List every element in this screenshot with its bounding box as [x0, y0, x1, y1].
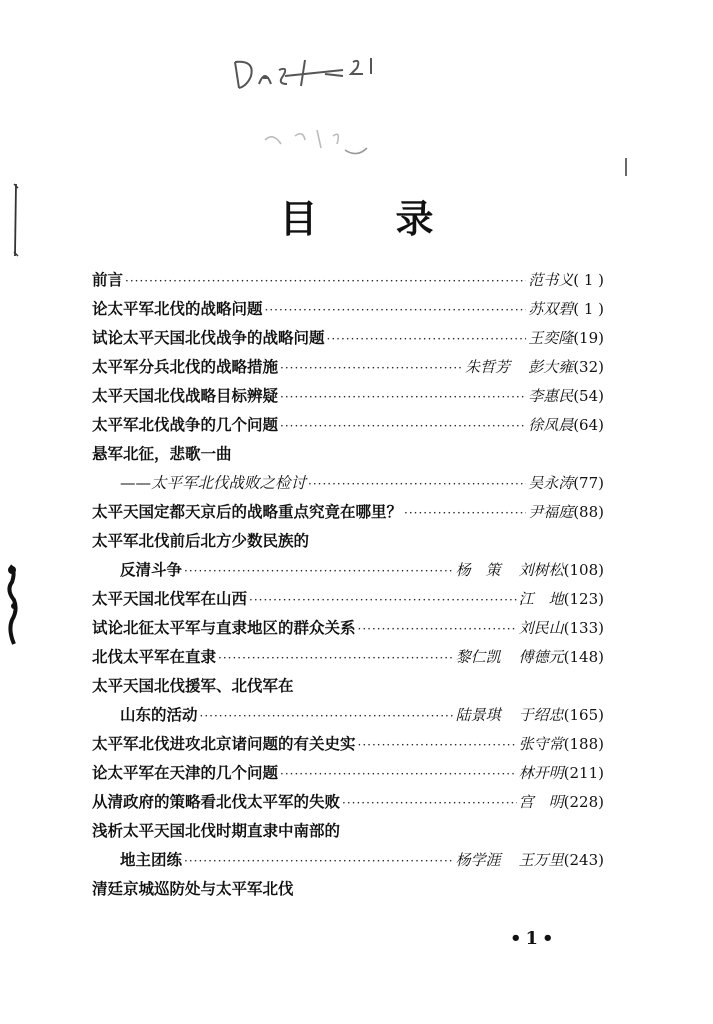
entry-author: 陆景琪	[455, 706, 501, 724]
toc-entry	[92, 384, 604, 413]
entry-author: 彭大雍	[528, 358, 574, 376]
entry-author: 张守常	[518, 735, 564, 753]
toc-entry	[92, 819, 604, 848]
toc-entry	[92, 413, 604, 442]
entry-author: 苏双碧	[528, 300, 574, 318]
entry-author: 范书义	[528, 271, 574, 289]
entry-title: 从清政府的策略看北伐太平军的失败	[92, 793, 341, 811]
entry-page: (77)	[573, 474, 604, 492]
entry-page: (64)	[573, 416, 604, 434]
entry-title: 前言	[92, 271, 124, 289]
entry-page: (88)	[573, 503, 604, 521]
toc-entry	[92, 674, 604, 703]
entry-author: 林开明	[518, 764, 564, 782]
toc-entry	[92, 529, 604, 558]
entry-author: 杨 策	[455, 561, 501, 579]
toc-entry	[92, 645, 604, 674]
entry-author: 吴永涛	[528, 474, 574, 492]
toc-entry	[92, 616, 604, 645]
toc-entry-continuation	[92, 471, 604, 500]
toc-entry	[92, 355, 604, 384]
toc-entry	[92, 500, 604, 529]
entry-author: 于绍忠	[518, 706, 564, 724]
entry-page: (228)	[563, 793, 604, 811]
entry-author: 王万里	[518, 851, 564, 869]
entry-author: 尹福庭	[528, 503, 574, 521]
entry-author: 徐凤晨	[528, 416, 574, 434]
entry-title: 太平天国北伐援军、北伐军在	[92, 677, 294, 695]
toc-entry	[92, 442, 604, 471]
entry-title: 太平军北伐战争的几个问题	[92, 416, 279, 434]
entry-author: 杨学涯	[455, 851, 501, 869]
entry-title: 太平天国北伐战略目标辨疑	[92, 387, 279, 405]
toc-entry	[92, 761, 604, 790]
entry-subtitle: ——太平军北伐战败之检讨	[120, 474, 307, 492]
entry-title: 试论太平天国北伐战争的战略问题	[92, 329, 325, 347]
entry-page: ( 1 )	[573, 271, 604, 289]
entry-title: 论太平军北伐的战略问题	[92, 300, 263, 318]
entry-title: 太平军分兵北伐的战略措施	[92, 358, 279, 376]
entry-page: (211)	[563, 764, 604, 782]
entry-page: (148)	[563, 648, 604, 666]
entry-title: 试论北征太平军与直隶地区的群众关系	[92, 619, 356, 637]
right-margin-mark	[622, 156, 630, 178]
entry-page: (165)	[563, 706, 604, 724]
entry-title: 论太平军在天津的几个问题	[92, 764, 279, 782]
entry-title: 山东的活动	[120, 706, 198, 724]
toc-entry	[92, 732, 604, 761]
entry-title: 浅析太平天国北伐时期直隶中南部的	[92, 822, 341, 840]
entry-page: (188)	[563, 735, 604, 753]
entry-author: 刘树松	[518, 561, 564, 579]
entry-page: (243)	[563, 851, 604, 869]
entry-author: 傅德元	[518, 648, 564, 666]
toc-entry	[92, 326, 604, 355]
entry-title: 反清斗争	[120, 561, 183, 579]
entry-title: 太平军北伐进攻北京诸问题的有关史实	[92, 735, 356, 753]
handwritten-annotation	[225, 40, 395, 180]
entry-title: 悬军北征，悲歌一曲	[92, 445, 232, 463]
entry-title: 北伐太平军在直隶	[92, 648, 217, 666]
toc-entry	[92, 877, 604, 906]
entry-title: 太平天国北伐军在山西	[92, 590, 248, 608]
entry-page: (108)	[563, 561, 604, 579]
toc-entry	[92, 297, 604, 326]
toc-entry-continuation	[92, 703, 604, 732]
entry-author: 宫 明	[518, 793, 564, 811]
page-number: •1•	[510, 928, 558, 949]
entry-page: (133)	[563, 619, 604, 637]
entry-title: 太平军北伐前后北方少数民族的	[92, 532, 310, 550]
entry-author: 刘民山	[518, 619, 564, 637]
page-title: 目录	[279, 197, 512, 241]
entry-author: 朱哲芳	[465, 358, 511, 376]
entry-page: ( 1 )	[573, 300, 604, 318]
toc-entry	[92, 587, 604, 616]
entry-author: 李惠民	[528, 387, 574, 405]
entry-title: 太平天国定都天京后的战略重点究竟在哪里？	[92, 503, 403, 521]
entry-author: 黎仁凯	[455, 648, 501, 666]
table-of-contents	[92, 268, 604, 906]
entry-title: 地主团练	[120, 851, 183, 869]
left-margin-stain	[2, 560, 24, 650]
entry-page: (32)	[573, 358, 604, 376]
entry-author: 王奕隆	[528, 329, 574, 347]
entry-page: (19)	[573, 329, 604, 347]
toc-entry-continuation	[92, 848, 604, 877]
entry-author: 江 地	[518, 590, 564, 608]
toc-entry-continuation	[92, 558, 604, 587]
entry-page: (54)	[573, 387, 604, 405]
entry-title: 清廷京城巡防处与太平军北伐	[92, 880, 294, 898]
toc-entry	[92, 268, 604, 297]
entry-page: (123)	[563, 590, 604, 608]
toc-entry	[92, 790, 604, 819]
